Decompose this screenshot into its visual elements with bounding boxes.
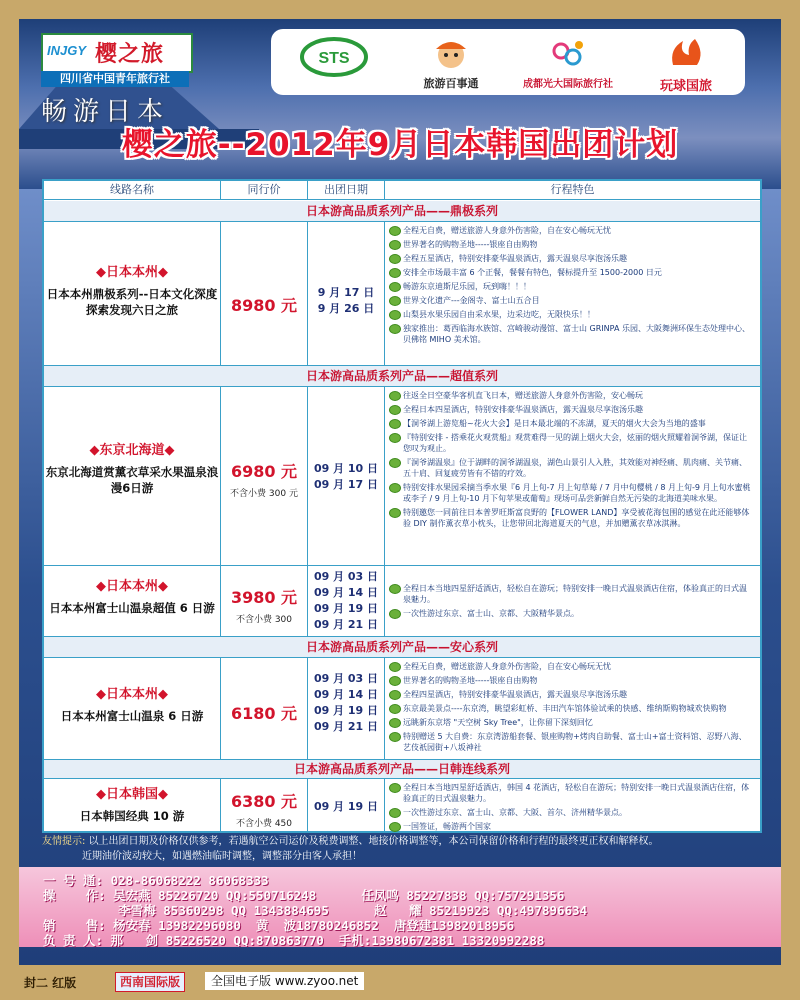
feature-item: 世界著名的购物圣地-----银座自由购物 [389,675,753,686]
feature-item: 远眺新东京塔 "天空树 Sky Tree"，让你留下深刻回忆 [389,717,753,728]
route-5-price-note: 不含小费 450 [235,819,293,829]
divider [44,657,760,658]
partner-3-logo-icon [543,35,593,71]
feature-item: 【洞爷湖上游览船~花火大会】是日本最北端的不冻湖，夏天的烟火大会为当地的盛事 [389,418,753,429]
route-1-dates [308,285,384,317]
series-header-premium: 日本游高品质系列产品——鼎极系列 [44,201,760,221]
route-3-features [389,583,753,622]
footer [0,966,800,1000]
route-1-features [389,225,753,348]
feature-item: 一次性游过东京、富士山、京都、大阪、首尔、济州精华景点。 [389,807,753,818]
partner-logos [271,29,745,95]
route-5-title: 日本韩国经典 10 游 [79,809,185,823]
divider [307,221,308,365]
series-header-assurance: 日本游高品质系列产品——安心系列 [44,637,760,657]
feature-item: 一国签证，畅游两个国家 [389,821,753,832]
route-4-region: ◆日本本州◆ [95,687,168,702]
page-title: 樱之旅--2012年9月日本韩国出团计划 [121,127,679,163]
feature-item: 全程五星酒店，特别安排豪华温泉酒店，露天温泉尽享泡汤乐趣 [389,253,753,264]
route-1-region: ◆日本本州◆ [95,265,168,280]
route-1-title: 日本本州鼎极系列--日本文化深度探索发现六日之旅 [46,287,218,317]
divider [44,386,760,387]
feature-item: 全程日本当地四星舒适酒店，韩国 4 花酒店，轻松自在游玩；特别安排一晚日式温泉酒店住宿，体验真正的日式温泉魅力。 [389,782,753,804]
divider [384,221,385,365]
route-3-price [221,585,307,625]
footer-site: 全国电子版 www.zyoo.net [205,972,364,990]
partner-4 [631,29,741,95]
contact-operations-2: 李雪梅 85360298 QQ 1343884695 赵 耀 85219923 QQ:497896634 [43,903,588,918]
departure-date: 09 月 21 日 [313,720,379,733]
feature-item: 安排全市场最丰富 6 个正餐，餐餐有特色，餐标提升至 1500-2000 日元 [389,267,753,278]
footer-brand: 西南国际版 [115,972,185,992]
divider [44,565,760,566]
departure-date: 9 月 17 日 [317,286,375,299]
logo-name: 樱之旅 [95,42,165,67]
route-2-region: ◆东京北海道◆ [89,443,175,458]
feature-item: 世界文化遗产---金阁寺、富士山五合目 [389,295,753,306]
feature-item: 全程无自费，赠送旅游人身意外伤害险，自在安心畅玩无忧 [389,661,753,672]
divider [44,221,760,222]
partner-4-name: 玩球国旅 [659,79,712,94]
route-3-dates [308,569,384,633]
route-3-price-note: 不含小费 300 [235,615,293,625]
contact-sales: 销 售: 杨安春 13982296080 黄 波18780246852 唐登建13982018956 [43,918,515,933]
logo-mark: INJGY [47,43,87,58]
departure-date: 09 月 14 日 [313,586,379,599]
notice [42,834,758,864]
tour-schedule-table [42,179,762,833]
route-3-name [44,575,220,616]
partner-3 [513,29,623,95]
logo-box [41,33,193,73]
feature-item: 全程日本四星酒店，特别安排豪华温泉酒店，露天温泉尽享泡汤乐趣 [389,404,753,415]
departure-date: 09 月 03 日 [313,570,379,583]
notice-label: 友情提示: [42,836,86,847]
feature-item: 特别安排水果园采摘当季水果『6 月上旬-7 月上旬草莓 / 7 月中旬樱桃 / 8 月上旬-9 月上旬水蜜桃或李子 / 9 月上旬-10 月下旬苹果或葡萄』现场可品尝新鲜自然无污染的北海道美味水果。 [389,482,753,504]
departure-date: 09 月 03 日 [313,672,379,685]
departure-date: 09 月 19 日 [313,800,379,813]
route-5-price [221,789,307,829]
series-header-value: 日本游高品质系列产品——超值系列 [44,366,760,386]
feature-item: 『特别安排 - 搭乘花火观赏船』观赏难得一见的湖上烟火大会，炫丽的烟火照耀着洞爷湖，保证让您叹为观止。 [389,432,753,454]
route-2-title: 东京北海道赏薰衣草采水果温泉浪漫6日游 [45,465,219,495]
company-logo [41,33,189,87]
route-5-price-value: 6380 元 [230,792,298,811]
divider [220,221,221,365]
route-1-name [44,261,220,318]
feature-item: 山梨县水果乐园自由采水果，边采边吃，无限快乐！！ [389,309,753,320]
column-header-route: 线路名称 [110,183,154,196]
route-2-price-value: 6980 元 [230,462,298,481]
route-5-dates [308,799,384,815]
column-header-price: 同行价 [247,183,281,196]
logo-subtitle: 四川省中国青年旅行社 [41,71,189,87]
feature-item: 往返全日空豪华客机直飞日本，赠送旅游人身意外伤害险，安心畅玩 [389,390,753,401]
departure-date: 09 月 17 日 [313,478,379,491]
route-1-price [221,293,307,320]
route-5-name [44,783,220,824]
divider [220,657,221,759]
route-4-name [44,683,220,724]
column-header-features: 行程特色 [550,183,595,196]
route-4-price [221,701,307,724]
feature-item: 特别赠送 5 大自费：东京湾游船套餐、银座购物+烤肉自助餐、富士山+富士资料馆、忍野八海、艺伎祇园街+八坂神社 [389,731,753,753]
route-3-region: ◆日本本州◆ [95,579,168,594]
partner-2 [396,29,506,95]
slogan: 畅游日本 [41,97,170,127]
contact-hotline: 一 号 通: 028-86068222 86068333 [43,873,269,888]
footer-label: 封二 红版 [24,976,77,990]
divider [220,386,221,636]
notice-line-1: 以上出团日期及价格仅供参考，若遇航空公司运价及税费调整、地接价格调整等，本公司保留价格和行程的最终更正权和解释权。 [88,836,659,847]
partner-1-logo-icon [299,35,369,79]
feature-item: 特别邀您一同前往日本普罗旺斯富良野的【FLOWER LAND】享受被花海包围的感觉在此还能够体验 DIY 制作薰衣草小枕头，让您带回北海道夏天的气息，并加赠薰衣草冰淇淋。 [389,507,753,529]
departure-date: 09 月 21 日 [313,618,379,631]
divider [220,778,221,831]
route-5-features [389,782,753,835]
feature-item: 『洞爷湖温泉』位于湖畔的洞爷湖温泉，湖色山景引人入胜，其效能对神经痛、肌肉痛、关节痛、五十肩、回复疲劳皆有不错的疗效。 [389,457,753,479]
divider [307,778,308,831]
route-5-region: ◆日本韩国◆ [95,787,168,802]
poster [19,19,781,965]
divider [307,386,308,636]
route-1-price-value: 8980 元 [230,296,298,315]
feature-item: 全程日本当地四星舒适酒店，轻松自在游玩；特别安排一晚日式温泉酒店住宿，体验真正的日式温泉魅力。 [389,583,753,605]
route-3-title: 日本本州富士山温泉超值 6 日游 [49,601,215,615]
route-4-features [389,661,753,756]
header-banner [19,19,781,189]
tour-guide-mascot-icon [426,35,476,71]
column-header-dates: 出团日期 [324,183,368,196]
flame-logo-icon [661,35,711,71]
svg-text:STS: STS [318,50,350,67]
departure-date: 09 月 19 日 [313,602,379,615]
contact-manager: 负 责 人: 那 剑 85226520 QQ:870863770 手机:13980672381 13320992288 [43,933,545,948]
divider [384,657,385,759]
route-2-name [44,439,220,496]
divider [220,181,221,199]
route-4-price-value: 6180 元 [230,704,298,723]
route-2-price [221,459,307,499]
route-2-dates [308,461,384,493]
feature-item: 独家推出：葛西临海水族馆、宫崎骏动漫馆、富士山 GRINPA 乐园、大阪舞洲环保生态处理中心、贝佛铭 MIHO 美术馆。 [389,323,753,345]
divider [44,778,760,779]
divider [384,386,385,636]
route-4-title: 日本本州富士山温泉 6 日游 [60,709,204,723]
route-3-price-value: 3980 元 [230,588,298,607]
departure-date: 09 月 19 日 [313,704,379,717]
route-2-price-note: 不含小费 300 元 [230,489,298,499]
feature-item: 全程四星酒店，特别安排豪华温泉酒店，露天温泉尽享泡汤乐趣 [389,689,753,700]
divider [307,181,308,199]
partner-1 [279,29,389,95]
partner-3-name: 成都光大国际旅行社 [523,79,613,90]
route-4-dates [308,671,384,735]
divider [44,199,760,200]
contact-panel [19,867,781,947]
divider [384,181,385,199]
departure-date: 9 月 26 日 [317,302,375,315]
feature-item: 全程无自费，赠送旅游人身意外伤害险，自在安心畅玩无忧 [389,225,753,236]
feature-item: 世界著名的购物圣地-----银座自由购物 [389,239,753,250]
divider [384,778,385,831]
route-2-features [389,390,753,532]
series-header-japan-korea: 日本游高品质系列产品——日韩连线系列 [44,760,760,778]
contact-operations: 操 作: 吴宏燕 85226720 QQ:550716248 任凤鸣 85227838 QQ:757291356 [43,888,565,903]
notice-line-2: 近期油价波动较大，如遇燃油临时调整，调整部分由客人承担！ [82,851,362,862]
divider [307,657,308,759]
feature-item: 东京最美景点----东京湾，眺望彩虹桥、丰田汽车馆体验试乘的快感、维纳斯购物城欢快购物 [389,703,753,714]
departure-date: 09 月 10 日 [313,462,379,475]
partner-2-name: 旅游百事通 [423,77,479,90]
feature-item: 一次性游过东京、富士山、京都、大阪精华景点。 [389,608,753,619]
departure-date: 09 月 14 日 [313,688,379,701]
feature-item: 畅游东京迪斯尼乐园，玩到嗨！！！ [389,281,753,292]
